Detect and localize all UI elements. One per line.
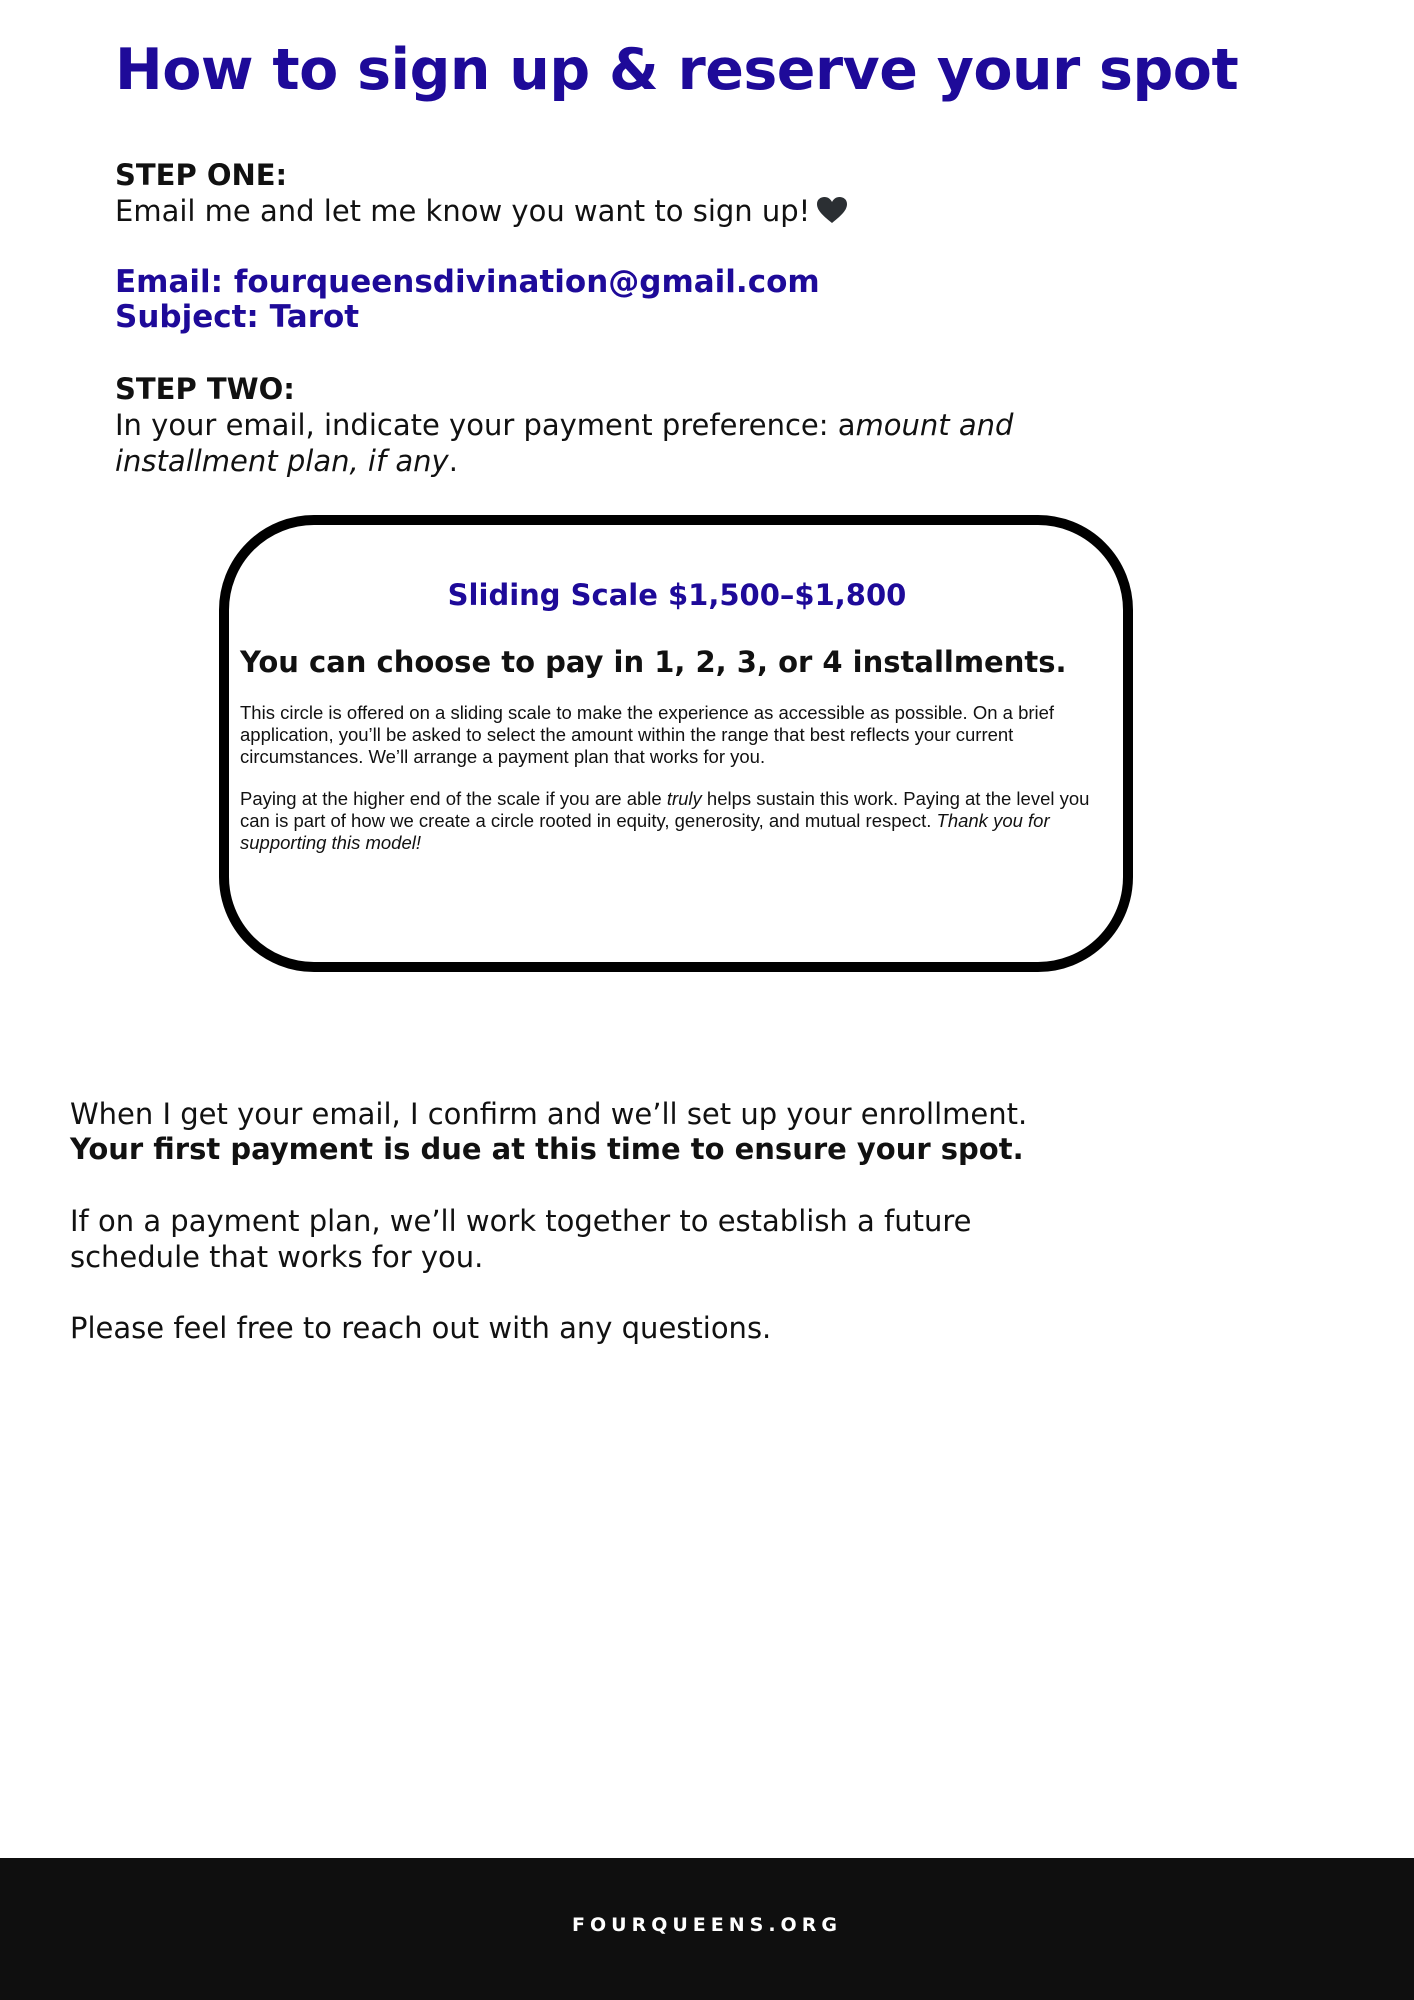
page-title: How to sign up & reserve your spot [115,37,1239,103]
pricing-paragraph-2-italic: truly [666,788,702,809]
pricing-content [240,570,1094,854]
step-two-text-line-2 [115,443,458,479]
payment-plan-line-1: If on a payment plan, we’ll work together to establish a future [70,1204,972,1238]
pricing-paragraph-2-thanks: Thank you for supporting this model! [240,810,1050,853]
sliding-scale-title: Sliding Scale $1,500–$1,800 [447,578,907,612]
pricing-paragraph-2-a: Paying at the higher end of the scale if you are able [240,788,667,809]
pricing-paragraph-2-b: helps sustain this work. Paying at the level you can is part of how we create a circle rooted in equity, generosity, and mutual respect. [240,788,1090,831]
step-two-text-end: . [448,444,458,478]
contact-email[interactable]: Email: fourqueensdivination@gmail.com [115,264,820,300]
contact-subject: Subject: Tarot [115,299,360,335]
payment-plan-line-2: schedule that works for you. [70,1240,484,1274]
step-two-text-regular: In your email, indicate your payment preference: a [115,408,856,442]
footer-site-link[interactable]: FOURQUEENS.ORG [572,1914,842,1936]
pricing-paragraph-2 [240,788,1094,854]
first-payment-text: Your first payment is due at this time to ensure your spot. [70,1132,1024,1166]
installments-heading: You can choose to pay in 1, 2, 3, or 4 installments. [240,645,1067,679]
step-two-label: STEP TWO: [115,372,295,406]
step-one-label: STEP ONE: [115,158,288,192]
step-one-text: Email me and let me know you want to sign up! [115,194,811,228]
pricing-paragraph-1: This circle is offered on a sliding scale to make the experience as accessible as possible. On a brief application, you’ll be asked to select the amount within the range that best reflects your current circumstances. We’ll arrange a payment plan that works for you. [240,702,1055,767]
step-two-text-italic-2: installment plan, if any [115,444,449,478]
confirm-text: When I get your email, I confirm and we’ll set up your enrollment. [70,1097,1028,1131]
heart-icon [816,196,848,232]
questions-text: Please feel free to reach out with any questions. [70,1311,772,1345]
step-one-text-line [115,193,848,232]
step-two-text-italic-1: mount and [855,408,1014,442]
step-two-text-line-1 [115,407,1013,443]
